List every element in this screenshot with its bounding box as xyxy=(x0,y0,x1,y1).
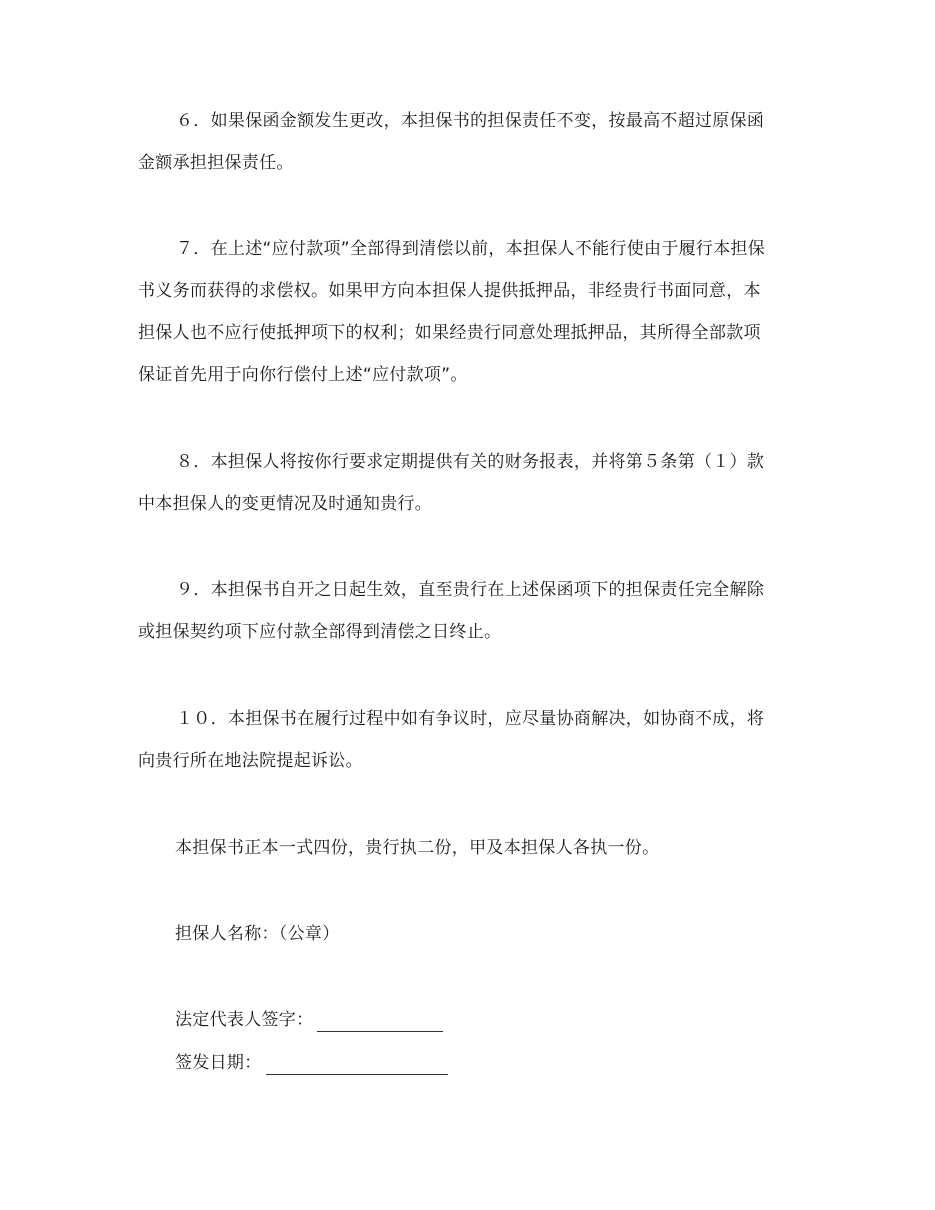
copies-statement: 本担保书正本一式四份，贵行执二份，甲及本担保人各执一份。 xyxy=(175,838,660,858)
clause-8-line-1: ８．本担保人将按你行要求定期提供有关的财务报表，并将第５条第（１）款 xyxy=(176,452,765,472)
guarantor-name-label: 担保人名称：（公章） xyxy=(175,924,340,944)
clause-6-line-1: ６．如果保函金额发生更改，本担保书的担保责任不变，按最高不超过原保函 xyxy=(176,111,765,131)
clause-10-line-1: １０．本担保书在履行过程中如有争议时，应尽量协商解决，如协商不成，将 xyxy=(176,709,765,729)
clause-6-line-2: 金额承担担保责任。 xyxy=(138,153,294,173)
clause-7-line-3: 担保人也不应行使抵押项下的权利；如果经贵行同意处理抵押品，其所得全部款项 xyxy=(138,323,761,343)
clause-9 xyxy=(138,569,803,653)
signature-blank-line xyxy=(317,1013,443,1032)
clause-7-line-4: 保证首先用于向你行偿付上述“应付款项”。 xyxy=(138,365,468,385)
clause-8-line-2: 中本担保人的变更情况及时通知贵行。 xyxy=(138,494,433,514)
date-blank-line xyxy=(266,1056,448,1075)
clause-7 xyxy=(138,228,803,396)
clause-8 xyxy=(138,441,803,525)
issue-date-label: 签发日期： xyxy=(175,1053,262,1073)
legal-rep-signature-row xyxy=(175,1008,443,1032)
clause-9-line-1: ９．本担保书自开之日起生效，直至贵行在上述保函项下的担保责任完全解除 xyxy=(176,580,765,600)
clause-6 xyxy=(138,100,803,184)
clause-10 xyxy=(138,698,803,782)
clause-7-line-2: 书义务而获得的求偿权。如果甲方向本担保人提供抵押品，非经贵行书面同意，本 xyxy=(138,281,761,301)
clause-9-line-2: 或担保契约项下应付款全部得到清偿之日终止。 xyxy=(138,622,502,642)
clause-10-line-2: 向贵行所在地法院提起诉讼。 xyxy=(138,751,363,771)
issue-date-row xyxy=(175,1051,448,1075)
legal-rep-signature-label: 法定代表人签字： xyxy=(175,1010,314,1030)
clause-7-line-1: ７．在上述“应付款项”全部得到清偿以前，本担保人不能行使由于履行本担保 xyxy=(176,239,766,259)
